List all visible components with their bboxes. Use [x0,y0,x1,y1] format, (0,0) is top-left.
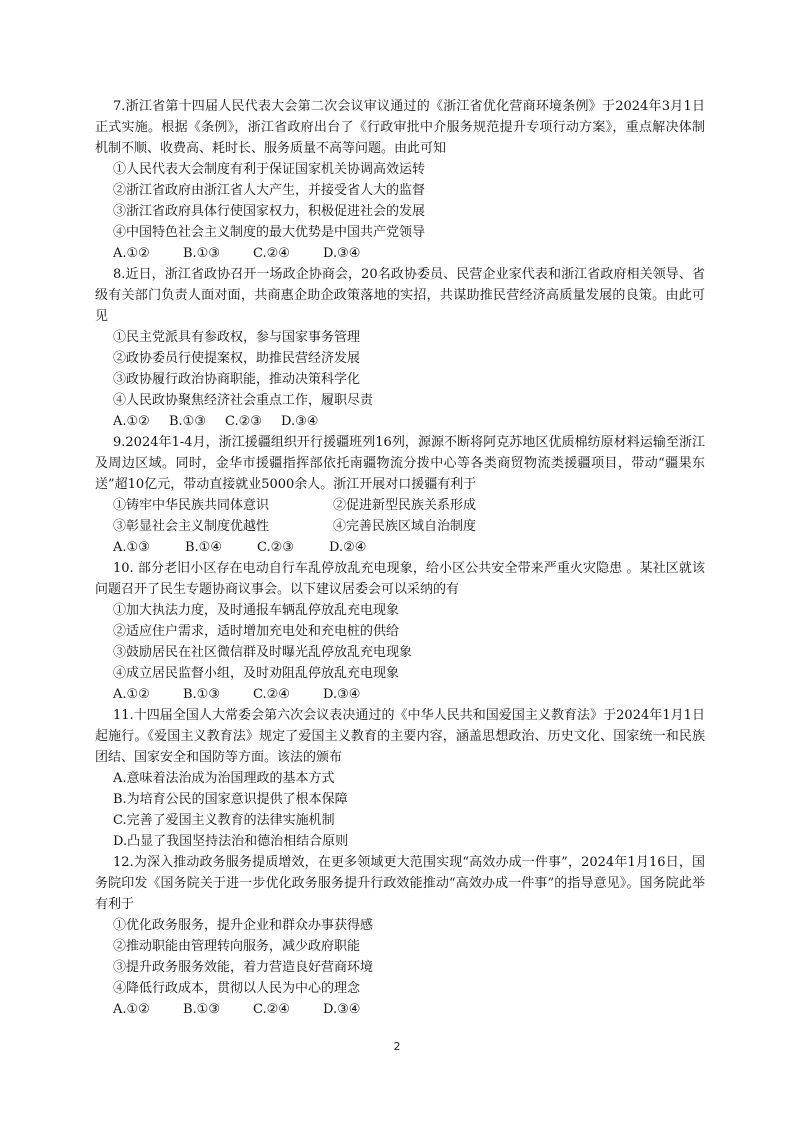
option-c: C.②④ [253,1002,290,1017]
statement: ③提升政务服务效能，着力营造良好营商环境 [113,960,374,975]
statement: ②适应住户需求，适时增加充电处和充电桩的供给 [113,624,400,639]
question-7 [95,96,705,264]
choice-d: D.凸显了我国坚持法治和德治相结合原则 [113,834,349,849]
statement-row [95,495,705,516]
statement: ④中国特色社会主义制度的最大优势是中国共产党领导 [113,225,426,240]
option-d: D.②④ [329,540,367,555]
question-list [95,96,705,1020]
option-a: A.①② [113,246,150,261]
question-stem: 11.十四届全国人大常委会第六次会议表决通过的《中华人民共和国爱国主义教育法》于2024年1月1日起施行。《爱国主义教育法》规定了爱国主义教育的主要内容，涵盖思想政治、历史文化、国家统一和民族团结、国家安全和国防等方面。该法的颁布 [95,708,705,765]
page-number: 2 [393,1040,401,1053]
question-stem: 9.2024年1-4月，浙江援疆组织开行援疆班列16列，源源不断将阿克苏地区优质棉纺原材料运输至浙江及周边区域。同时，金华市援疆指挥部依托南疆物流分拨中心等各类商贸物流类援疆项目，带动“疆果东送”超10亿元，带动直接就业5000余人。浙江开展对口援疆有利于 [95,435,705,492]
statement: ①民主党派具有参政权，参与国家事务管理 [113,330,361,345]
option-b: B.①④ [185,540,222,555]
statement: ④人民政协聚焦经济社会重点工作，履职尽责 [113,393,374,408]
statement: ③鼓励居民在社区微信群及时曝光乱停放乱充电现象 [113,645,413,660]
statement: ①铸牢中华民族共同体意识 [113,498,270,513]
option-b: B.①③ [183,1002,220,1017]
question-11 [95,705,705,852]
statement: ②促进新型民族关系形成 [333,498,477,513]
option-a: A.①② [113,414,150,429]
statement: ④完善民族区域自治制度 [333,519,477,534]
option-a: A.①② [113,1002,150,1017]
question-10 [95,558,705,705]
question-stem: 12.为深入推动政务服务提质增效，在更多领域更大范围实现“高效办成一件事”，2024年1月16日，国务院印发《国务院关于进一步优化政务服务提升行政效能推动“高效办成一件事”的指导意见》。国务院此举有利于 [95,855,705,912]
statement: ③浙江省政府具体行使国家权力，积极促进社会的发展 [113,204,426,219]
statement: ①人民代表大会制度有利于保证国家机关协调高效运转 [113,162,426,177]
statement: ②政协委员行使提案权，助推民营经济发展 [113,351,361,366]
answer-options [95,537,705,558]
option-b: B.①③ [169,414,206,429]
option-b: B.①③ [183,246,220,261]
statement: ②推动职能由管理转向服务，减少政府职能 [113,939,361,954]
statement: ②浙江省政府由浙江省人大产生，并接受省人大的监督 [113,183,426,198]
question-9 [95,432,705,558]
choice-b: B.为培育公民的国家意识提供了根本保障 [113,792,348,807]
answer-options [95,684,705,705]
answer-options [95,243,705,264]
option-a: A.①② [113,687,150,702]
answer-options [95,999,705,1020]
statement: ①优化政务服务，提升企业和群众办事获得感 [113,918,374,933]
statement: ③政协履行政治协商职能，推动决策科学化 [113,372,361,387]
option-c: C.②③ [225,414,262,429]
question-12 [95,852,705,1020]
choice-c: C.完善了爱国主义教育的法律实施机制 [113,813,335,828]
option-d: D.③④ [281,414,319,429]
option-c: C.②④ [253,687,290,702]
statement: ③彰显社会主义制度优越性 [113,519,270,534]
statement-row [95,516,705,537]
question-stem: 8.近日，浙江省政协召开一场政企协商会，20名政协委员、民营企业家代表和浙江省政府相关领导、省级有关部门负责人面对面，共商惠企助企政策落地的实招，共谋助推民营经济高质量发展的良策。由此可见 [95,267,705,324]
option-c: C.②④ [253,246,290,261]
choice-a: A.意味着法治成为治国理政的基本方式 [113,771,335,786]
question-stem: 10. 部分老旧小区存在电动自行车乱停放乱充电现象，给小区公共安全带来严重火灾隐患 。某社区就该问题召开了民生专题协商议事会。以下建议居委会可以采纳的有 [95,561,705,597]
question-8 [95,264,705,432]
statement: ①加大执法力度，及时通报车辆乱停放乱充电现象 [113,603,400,618]
question-stem: 7.浙江省第十四届人民代表大会第二次会议审议通过的《浙江省优化营商环境条例》于2024年3月1日正式实施。根据《条例》，浙江省政府出台了《行政审批中介服务规范提升专项行动方案》，重点解决体制机制不顺、收费高、耗时长、服务质量不高等问题。由此可知 [95,99,705,156]
statement: ④降低行政成本，贯彻以人民为中心的理念 [113,981,361,996]
statement: ④成立居民监督小组，及时劝阻乱停放乱充电现象 [113,666,400,681]
option-a: A.①③ [113,540,150,555]
answer-options [95,411,705,432]
option-d: D.③④ [323,687,361,702]
option-d: D.③④ [323,246,361,261]
option-c: C.②③ [257,540,294,555]
option-d: D.③④ [323,1002,361,1017]
option-b: B.①③ [183,687,220,702]
